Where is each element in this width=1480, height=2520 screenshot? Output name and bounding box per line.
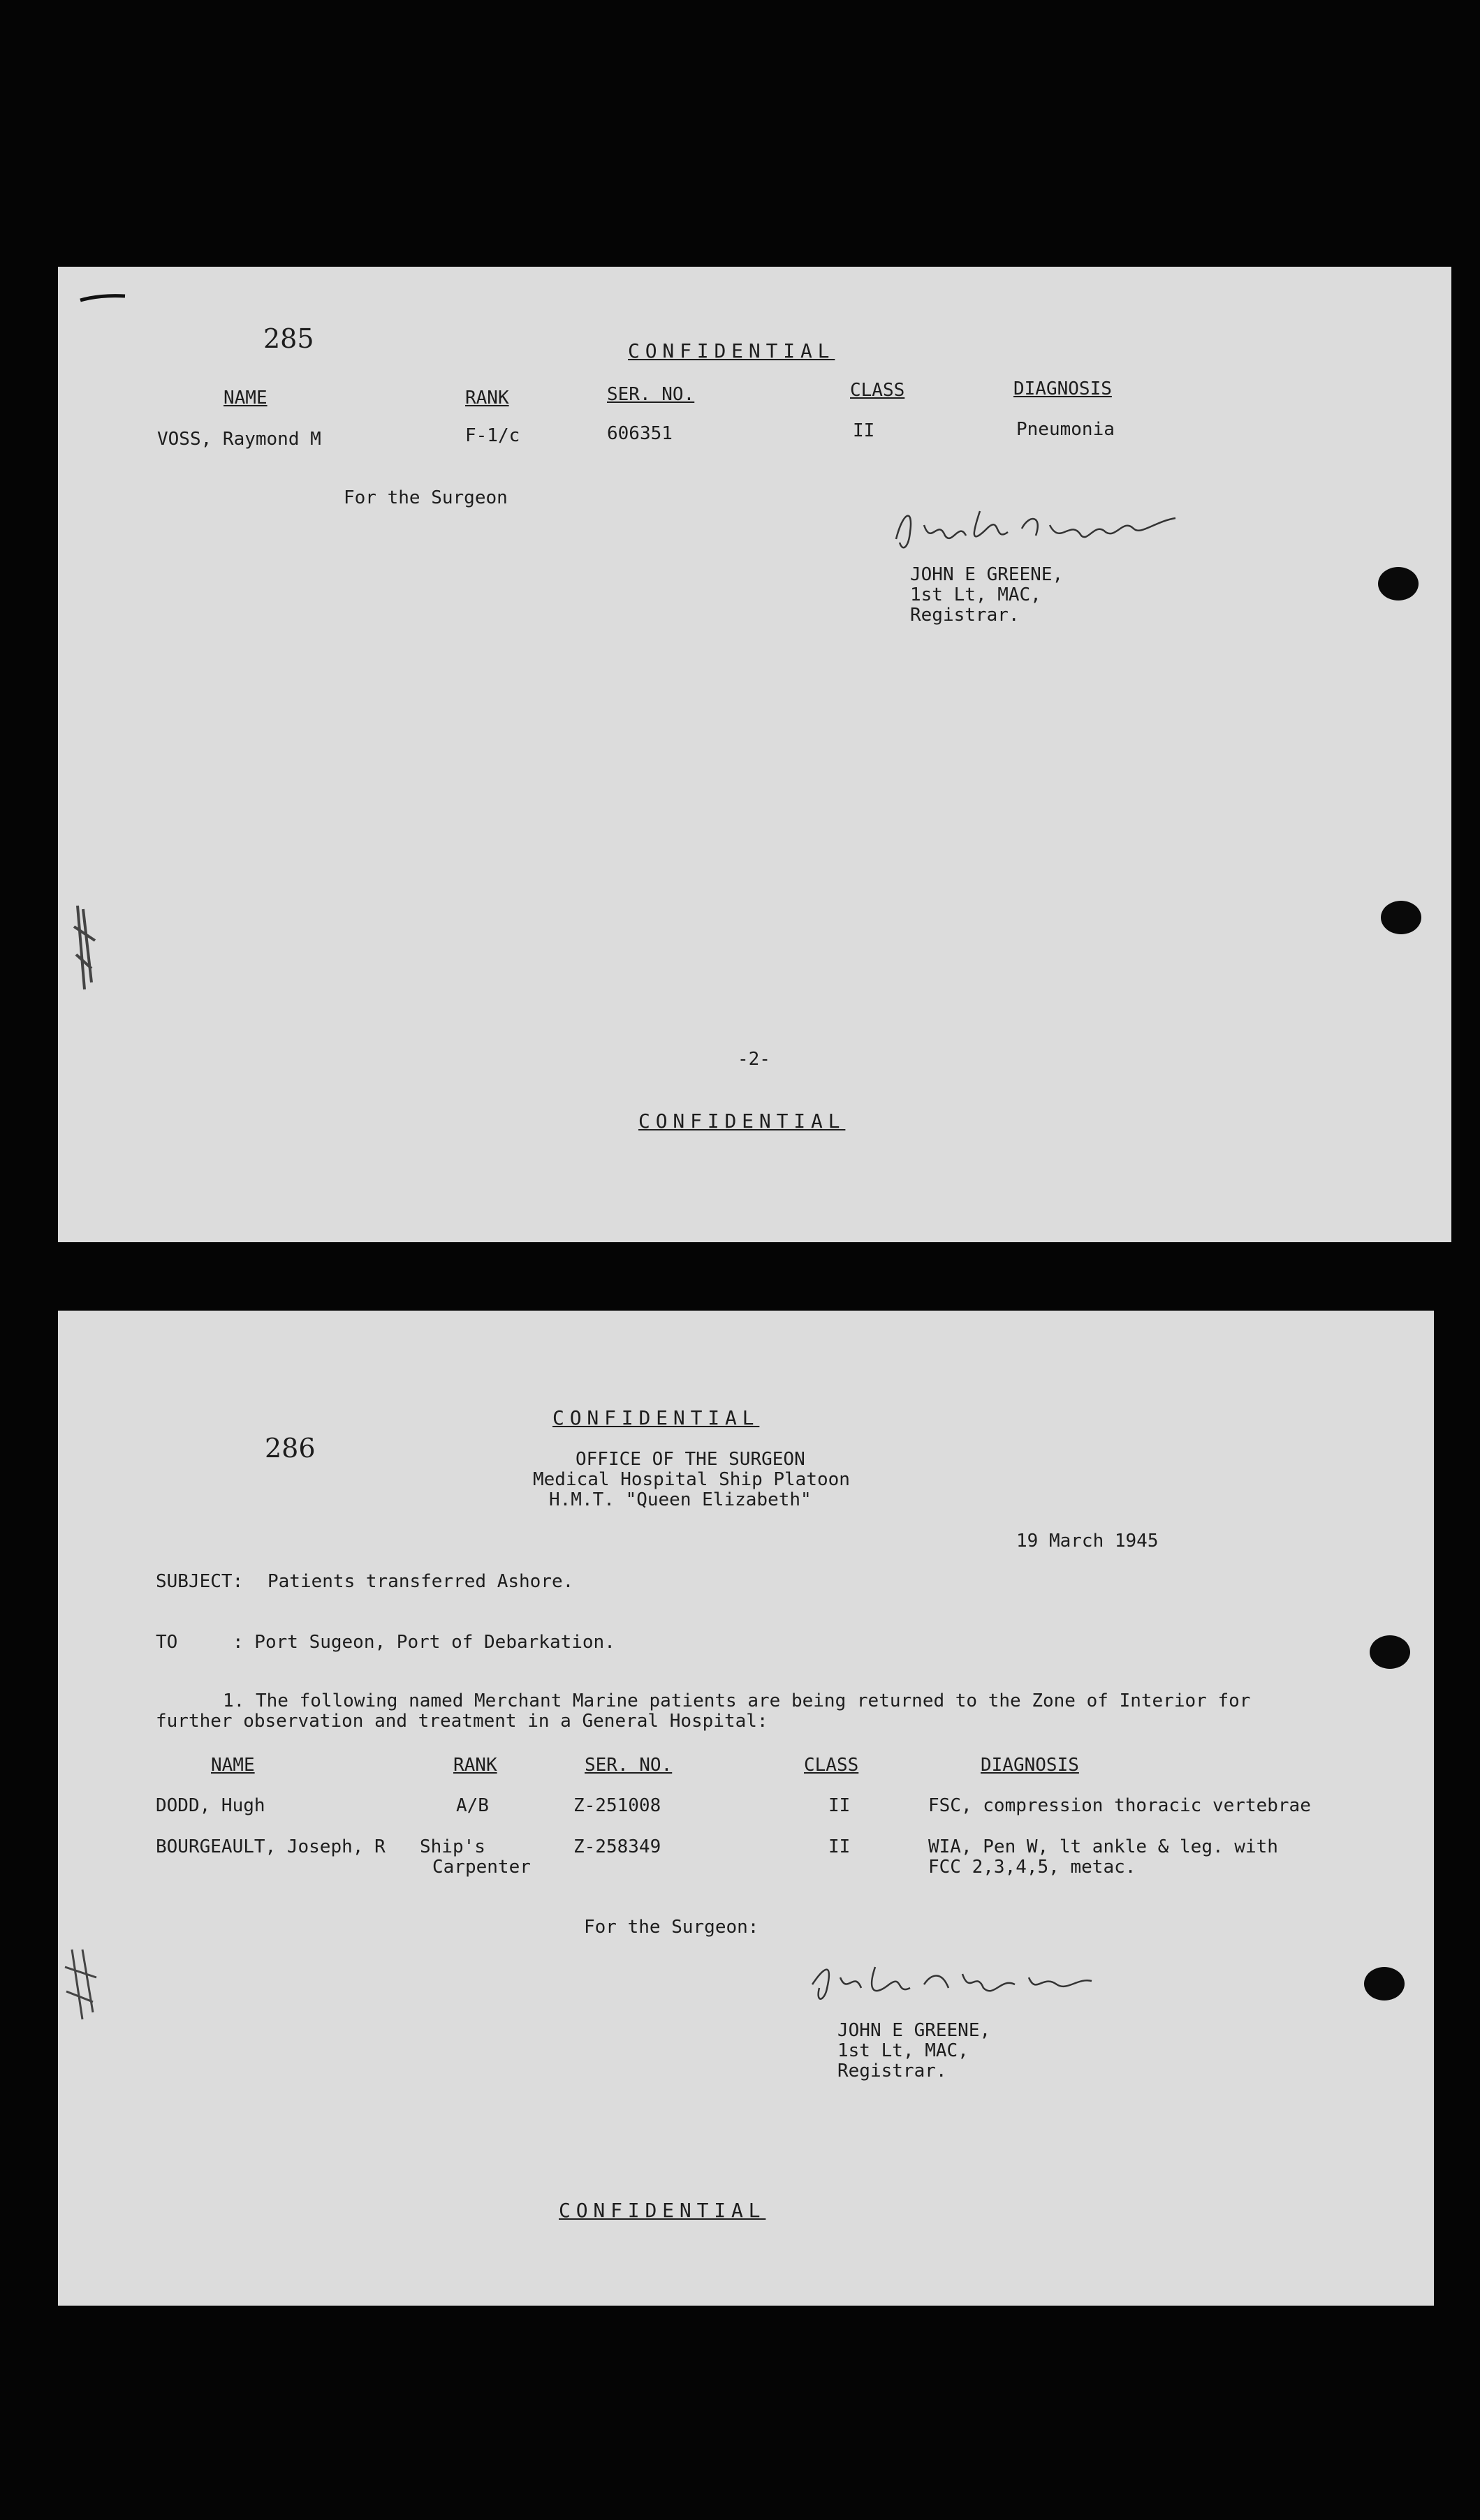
cell-name: VOSS, Raymond M [157,429,321,450]
column-header-class: CLASS [850,380,905,401]
document-page-1 [58,267,1451,1242]
confidential-footer: CONFIDENTIAL [638,1110,846,1133]
signature [791,1957,1099,2009]
column-header-rank: RANK [453,1755,497,1776]
column-header-name: NAME [211,1755,255,1776]
row1-rank: A/B [456,1795,489,1816]
row2-rank: Ship's [420,1836,485,1857]
signer-title: 1st Lt, MAC, [910,584,1041,605]
punch-hole [1381,901,1421,934]
subject-label: SUBJECT: [156,1571,244,1592]
office-line-1: OFFICE OF THE SURGEON [576,1449,805,1470]
row1-ser-no: Z-251008 [573,1795,661,1816]
page-number: 285 [263,323,314,354]
column-header-diagnosis: DIAGNOSIS [1013,378,1112,399]
paragraph-line-2: further observation and treatment in a General Hospital: [156,1711,768,1732]
row1-diagnosis: FSC, compression thoracic vertebrae [928,1795,1311,1816]
signature [882,504,1189,560]
confidential-header: CONFIDENTIAL [552,1406,760,1429]
punch-hole [1364,1967,1405,2000]
row2-name: BOURGEAULT, Joseph, R [156,1836,386,1857]
row2-diagnosis-line-2: FCC 2,3,4,5, metac. [928,1857,1136,1878]
column-header-class: CLASS [804,1755,859,1776]
document-page-2 [58,1311,1434,2306]
signer-name: JOHN E GREENE, [910,564,1064,585]
row2-diagnosis: WIA, Pen W, lt ankle & leg. with [928,1836,1278,1857]
for-the-surgeon: For the Surgeon [344,487,508,508]
cell-class: II [853,420,875,441]
row1-name: DODD, Hugh [156,1795,265,1816]
paragraph-line-1: 1. The following named Merchant Marine patients are being returned to the Zone of Interior for [223,1690,1251,1711]
office-line-2: Medical Hospital Ship Platoon [533,1469,850,1490]
signer-role: Registrar. [910,605,1020,626]
signer-role: Registrar. [837,2061,947,2081]
cell-rank: F-1/c [465,425,520,446]
to-label: TO [156,1632,178,1653]
row2-class: II [828,1836,851,1857]
cell-diagnosis: Pneumonia [1016,419,1115,440]
column-header-rank: RANK [465,388,509,408]
to-value: : Port Sugeon, Port of Debarkation. [233,1632,615,1653]
row2-ser-no: Z-258349 [573,1836,661,1857]
row2-rank-line-2: Carpenter [432,1857,531,1878]
column-header-name: NAME [224,388,268,408]
confidential-footer: CONFIDENTIAL [559,2199,766,2222]
document-date: 19 March 1945 [1016,1531,1159,1552]
row1-class: II [828,1795,851,1816]
confidential-header: CONFIDENTIAL [628,339,835,362]
staple-mark [64,899,105,996]
staple-mark [58,1943,107,2026]
punch-hole [1370,1635,1410,1669]
cell-ser-no: 606351 [607,423,673,444]
column-header-ser-no: SER. NO. [585,1755,673,1776]
signer-name: JOHN E GREENE, [837,2020,991,2041]
signer-title: 1st Lt, MAC, [837,2040,969,2061]
page-label: -2- [738,1049,770,1070]
ink-mark [79,293,128,303]
for-the-surgeon: For the Surgeon: [584,1917,759,1938]
page-number: 286 [265,1433,316,1464]
column-header-ser-no: SER. NO. [607,384,695,405]
subject-value: Patients transferred Ashore. [268,1571,574,1592]
column-header-diagnosis: DIAGNOSIS [981,1755,1079,1776]
office-line-3: H.M.T. "Queen Elizabeth" [549,1489,812,1510]
punch-hole [1378,567,1419,600]
